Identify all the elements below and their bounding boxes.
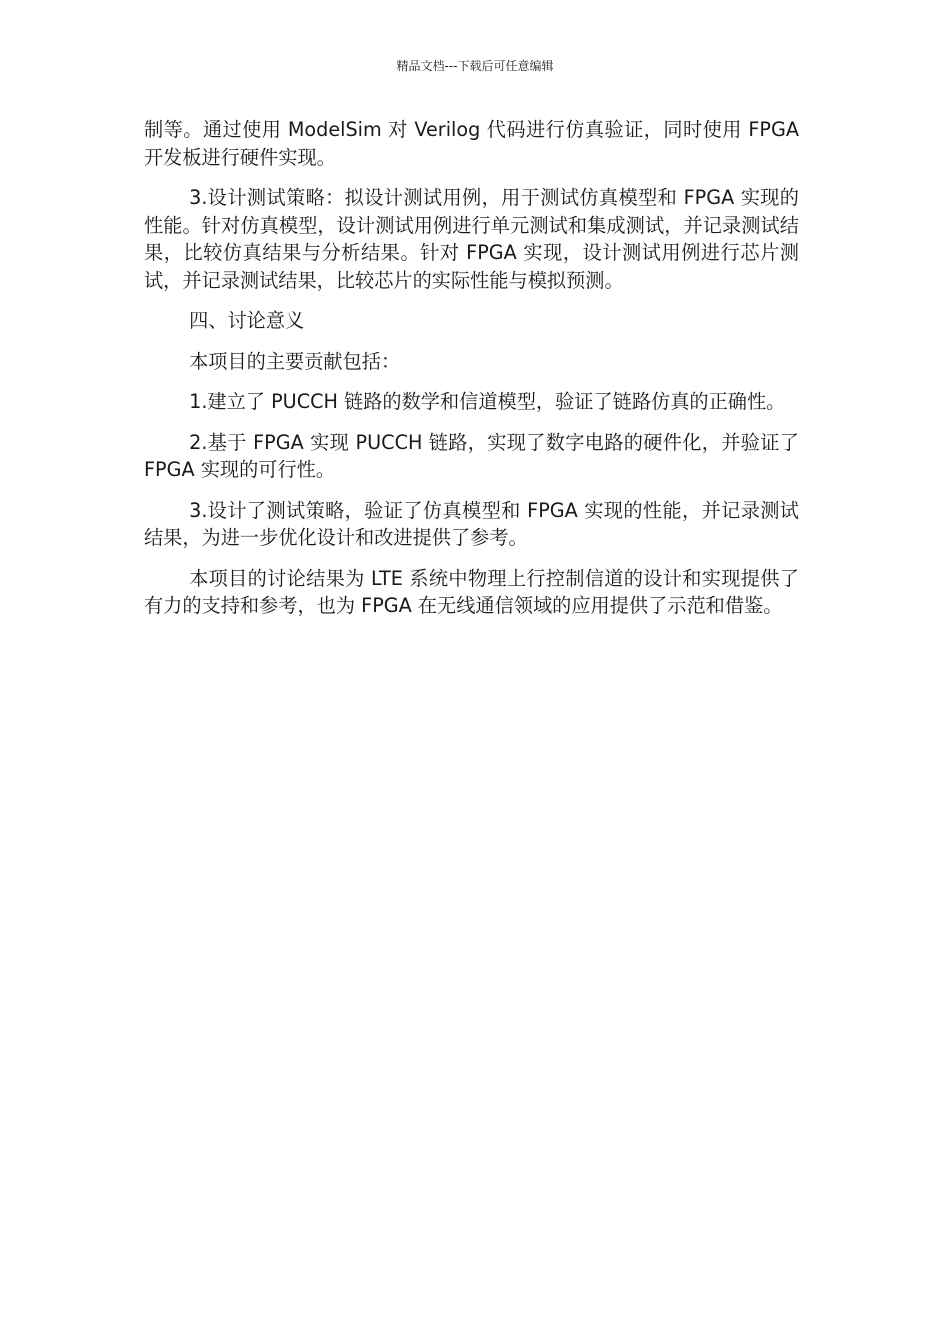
- list-item-contribution-3: 3.设计了测试策略，验证了仿真模型和 FPGA 实现的性能，并记录测试结果，为进一步优化设计和改进提供了参考。: [144, 498, 799, 549]
- paragraph-continuation: 制等。通过使用 ModelSim 对 Verilog 代码进行仿真验证，同时使用 FPGA 开发板进行硬件实现。: [144, 118, 799, 169]
- document-body: [144, 116, 799, 633]
- list-item-contribution-2: 2.基于 FPGA 实现 PUCCH 链路，实现了数字电路的硬件化，并验证了 FPGA 实现的可行性。: [144, 430, 799, 481]
- list-item-contribution-1: 1.建立了 PUCCH 链路的数学和信道模型，验证了链路仿真的正确性。: [189, 390, 786, 413]
- paragraph-contributions-intro: 本项目的主要贡献包括：: [189, 349, 401, 373]
- paragraph-conclusion: 本项目的讨论结果为 LTE 系统中物理上行控制信道的设计和实现提供了有力的支持和参考，也为 FPGA 在无线通信领域的应用提供了示范和借鉴。: [144, 566, 799, 617]
- section-heading-discussion: 四、讨论意义: [189, 309, 305, 332]
- paragraph-test-strategy: 3.设计测试策略：拟设计测试用例，用于测试仿真模型和 FPGA 实现的性能。针对仿真模型，设计测试用例进行单元测试和集成测试，并记录测试结果，比较仿真结果与分析结果。针对 FPGA 实现，设计测试用例进行芯片测试，并记录测试结果，比较芯片的实际性能与模拟预测。: [144, 186, 799, 292]
- page-header: 精品文档---下载后可任意编辑: [396, 59, 554, 73]
